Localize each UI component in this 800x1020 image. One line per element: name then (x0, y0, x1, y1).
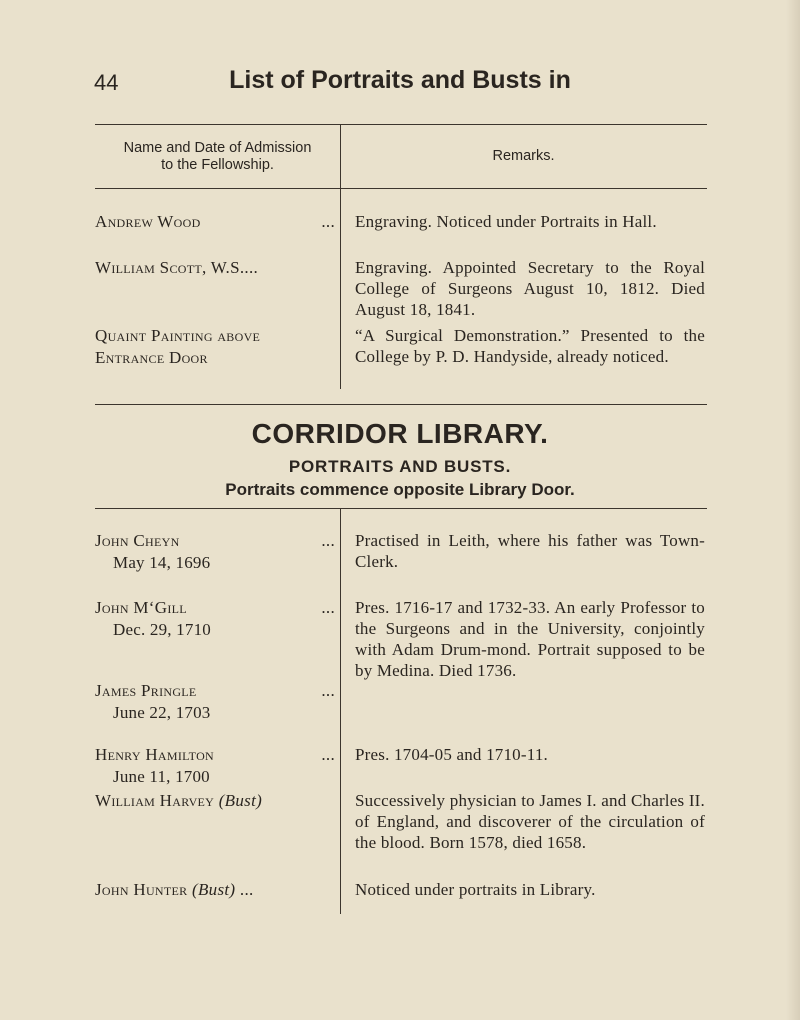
bust-marker: (Bust) (218, 791, 263, 810)
section-rule-bottom (95, 508, 707, 509)
page-edge-shadow (786, 0, 800, 1020)
entry-name-text: John Hunter (95, 880, 188, 899)
table-header-rule (95, 188, 707, 189)
entry-date: May 14, 1696 (113, 553, 211, 572)
entry-name-text: Henry Hamilton (95, 745, 215, 764)
entry-name-text: James Pringle (95, 681, 197, 700)
entry-name-text: William Scott, W.S.... (95, 258, 259, 277)
running-title: List of Portraits and Busts in (229, 66, 571, 94)
page-header (0, 66, 800, 110)
entry-name-andrew-wood (95, 211, 335, 233)
entry-name-william-scott (95, 257, 335, 279)
entry-remark-william-harvey: Successively physician to James I. and Charles II. of England, and discoverer of the circulation of the blood. Born 1578, died 1658. (355, 791, 705, 852)
entry-remark-john-hunter: Noticed under portraits in Library. (355, 880, 596, 899)
entry-name-william-harvey (95, 790, 335, 812)
entry-name-quaint-painting (95, 325, 335, 369)
table-column-divider-bottom (340, 508, 341, 914)
leader-dots: ... (239, 880, 254, 899)
entry-name-text: Quaint Painting above (95, 326, 261, 345)
leader-dots: ... (321, 531, 335, 550)
leader-dots: ... (321, 212, 335, 231)
section-note: Portraits commence opposite Library Door. (225, 480, 575, 499)
entry-remark-henry-hamilton: Pres. 1704-05 and 1710-11. (355, 745, 548, 764)
entry-remark-quaint-painting: “A Surgical Demonstration.” Presented to the College by P. D. Handyside, already noticed. (355, 326, 705, 366)
entry-name-text: Andrew Wood (95, 212, 201, 231)
entry-name-john-hunter (95, 879, 335, 901)
entry-name-henry-hamilton (95, 744, 335, 788)
entry-name-text: John Cheyn (95, 531, 180, 550)
page-number: 44 (94, 70, 119, 95)
entry-date: June 11, 1700 (113, 767, 210, 786)
entry-name-john-mgill (95, 597, 335, 641)
entry-remark-john-cheyn: Practised in Leith, where his father was Town-Clerk. (355, 531, 705, 571)
column-header-name (95, 140, 340, 174)
table-top-rule (95, 124, 707, 125)
leader-dots: ... (321, 598, 335, 617)
entry-name-text: William Harvey (95, 791, 215, 810)
entry-remark-william-scott: Engraving. Appointed Secretary to the Royal College of Surgeons August 10, 1812. Died August 18, 1841. (355, 258, 705, 319)
leader-dots: ... (321, 745, 335, 764)
entry-date: June 22, 1703 (113, 703, 211, 722)
section-subtitle: PORTRAITS AND BUSTS. (288, 457, 512, 476)
column-header-remarks: Remarks. (492, 148, 555, 164)
leader-dots: ... (321, 681, 335, 700)
entry-date: Dec. 29, 1710 (113, 620, 211, 639)
section-title: CORRIDOR LIBRARY. (251, 418, 549, 449)
entry-name-john-cheyn (95, 530, 335, 574)
column-header-name-line1: Name and Date of Admission (123, 140, 312, 156)
entry-remark-john-mgill: Pres. 1716-17 and 1732-33. An early Professor to the Surgeons and in the University, conjointly with Adam Drum-mond. Portrait supposed to be by Medina. Died 1736. (355, 598, 705, 680)
column-header-name-line2: to the Fellowship. (161, 157, 274, 173)
entry-name-text: John M‘Gill (95, 598, 187, 617)
bust-marker: (Bust) (192, 880, 236, 899)
entry-name-text-line2: Entrance Door (95, 348, 208, 367)
entry-name-james-pringle (95, 680, 335, 724)
entry-remark-andrew-wood: Engraving. Noticed under Portraits in Hall. (355, 212, 657, 231)
section-rule-top (95, 404, 707, 405)
